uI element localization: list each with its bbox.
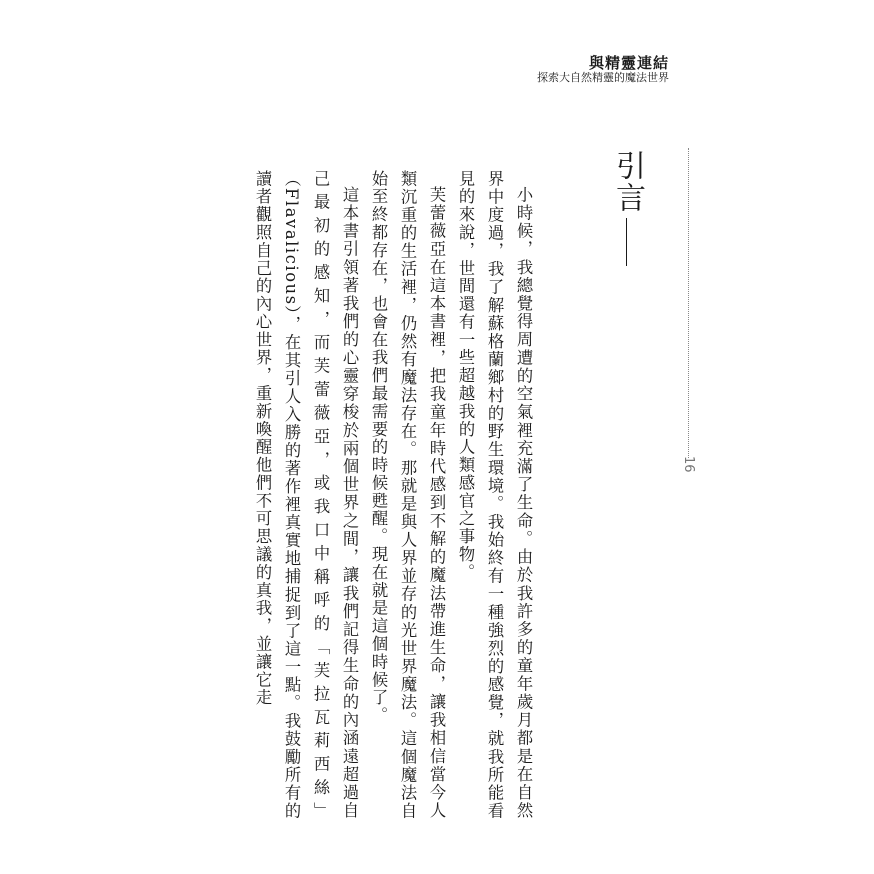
page-number: 16 bbox=[681, 456, 696, 473]
chapter-title: 引言 bbox=[610, 150, 645, 214]
paragraph-2: 芙蕾薇亞在這本書裡，把我童年時代感到不解的魔法帶進生命，讓我相信當今人類沉重的生活裡，仍然有魔法存在。那就是與人界並存的光世界魔法。這個魔法自始至終都存在，也會在我們最需要的時候甦醒。現在就是這個時候了。 bbox=[369, 170, 446, 820]
paragraph-1: 小時候，我總覺得周遭的空氣裡充滿了生命。由於我許多的童年歲月都是在自然界中度過，我了解蘇格蘭鄉村的野生環境。我始終有一種強烈的感覺，就我所能看見的來說，世間還有一些超越我的人類感官之事物。 bbox=[456, 170, 533, 820]
paragraph-3: 這本書引領著我們的心靈穿梭於兩個世界之間，讓我們記得生命的內涵遠超過自己最初的感知，而芙蕾薇亞，或我口中稱呼的「芙拉瓦莉西絲」（Flavalicious），在其引人入勝的著作裡真實地捕捉到了這一點。我鼓勵所有的讀者觀照自己的內心世界，重新喚醒他們不可思議的真我，並讓它走 bbox=[253, 170, 359, 820]
running-head bbox=[537, 55, 669, 85]
book-subtitle: 探索大自然精靈的魔法世界 bbox=[537, 71, 669, 85]
body-text bbox=[238, 170, 538, 820]
book-title: 與精靈連結 bbox=[588, 54, 669, 72]
chapter-title-dash bbox=[626, 218, 627, 266]
dotted-divider bbox=[688, 148, 689, 458]
